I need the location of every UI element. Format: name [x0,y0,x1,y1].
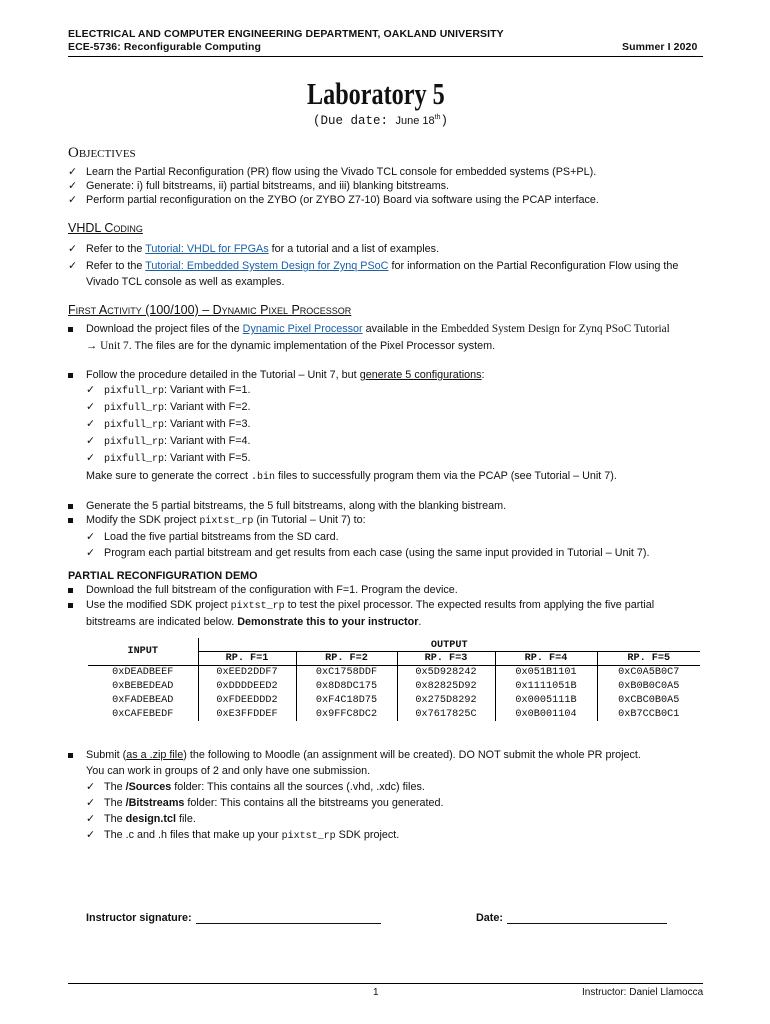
due-close: ) [440,114,449,128]
signature-line [196,913,381,924]
output-cell: 0xC0A5B0C7 [597,665,700,679]
check-icon [86,417,104,431]
vhdl-tutorial-link[interactable]: Tutorial: VHDL for FPGAs [145,243,269,255]
submit-item: ✓The .c and .h files that make up your pixtst_rp SDK project. [68,828,718,844]
vhdl-item-continuation: Vivado TCL console as well as examples. [86,276,285,288]
activity-bullet-4: Modify the SDK project pixtst_rp (in Tutorial – Unit 7) to: ✓Load the five partial bitstreams from the SD card. ✓Program each partial bitstream and get results from each case (using the same input provided in Tutorial – Unit 7). [68,513,728,560]
footer-rule [68,983,703,984]
output-header: OUTPUT [198,638,700,651]
term-header: Summer I 2020 [622,41,698,53]
demo-item: Use the modified SDK project pixtst_rp to test the pixel processor. The expected results from applying the five partial [68,598,708,614]
table-row [88,707,700,721]
variant-item: ✓pixfull_rp: Variant with F=2. [86,400,708,416]
input-cell: 0xCAFEBEDF [112,708,174,720]
output-cell: 0xC1758DDF [296,665,397,679]
demo-item: Download the full bitstream of the configuration with F=1. Program the device. [68,583,708,597]
activity-bullet-3: Generate the 5 partial bitstreams, the 5 full bitstreams, along with the blanking bistream. [68,499,708,513]
output-cell: 0xF4C18D75 [296,693,397,707]
input-cell: 0xFADEBEAD [112,694,174,706]
output-cell: 0x82825D92 [397,679,495,693]
output-cell: 0xFDEEDDD2 [198,693,296,707]
zip-file-note: as a .zip file [126,749,184,761]
demo-list [68,583,708,629]
due-date-value: June 18 [395,115,435,127]
check-icon [86,812,104,826]
due-open: (Due date: [313,114,396,128]
vhdl-item: ✓Refer to the Tutorial: VHDL for FPGAs for a tutorial and a list of examples. [68,242,708,256]
bullet-icon [68,748,86,762]
column-header: RP. F=1 [198,651,296,665]
activity-heading: First Activity (100/100) – Dynamic Pixel Processor [68,303,352,317]
unit-arrow-reference: → Unit 7 [86,340,129,352]
header-rule [68,56,703,57]
date-line [507,913,667,924]
column-header: RP. F=2 [296,651,397,665]
output-cell: 0xCBC0B0A5 [597,693,700,707]
signature-date [476,912,667,924]
activity-bullet-1: Download the project files of the Dynamic Pixel Processor available in the Embedded System Design for Zynq PSoC Tutorial → Unit 7. The files are for the dynamic implementation of the Pixel Processor system. [68,322,708,353]
output-cell: 0x9FFC8DC2 [296,707,397,721]
department-header: ELECTRICAL AND COMPUTER ENGINEERING DEPARTMENT, OAKLAND UNIVERSITY [68,28,504,40]
variant-item: ✓pixfull_rp: Variant with F=1. [86,383,708,399]
check-icon [86,434,104,448]
column-header: RP. F=3 [397,651,495,665]
check-icon [68,242,86,256]
submit-item: ✓The /Sources folder: This contains all the sources (.vhd, .xdc) files. [68,780,718,794]
bullet-icon [68,598,86,612]
output-cell: 0x0005111B [495,693,597,707]
column-header: RP. F=4 [495,651,597,665]
check-icon [86,828,104,842]
instructor-signature [86,912,381,924]
due-date-sup: th [434,113,441,121]
variant-item: ✓pixfull_rp: Variant with F=4. [86,434,708,450]
zynq-tutorial-link[interactable]: Tutorial: Embedded System Design for Zynq PSoC [145,260,389,272]
variant-item: ✓pixfull_rp: Variant with F=3. [86,417,708,433]
input-cell: 0xDEADBEEF [112,666,174,678]
output-cell: 0xE3FFDDEF [198,707,296,721]
table-row [88,679,700,693]
bullet-icon [68,513,86,527]
bullet-icon [68,499,86,513]
check-icon [68,259,86,273]
sdk-sub-item: ✓Program each partial bitstream and get results from each case (using the same input provided in Tutorial – Unit 7). [68,546,728,560]
check-icon [86,546,104,560]
table-row [88,693,700,707]
check-icon [86,530,104,544]
due-date [313,113,448,128]
output-cell: 0x1111051B [495,679,597,693]
footer-instructor: Instructor: Daniel Llamocca [582,987,704,998]
objectives-list [68,165,708,207]
check-icon [68,165,86,179]
objective-item: ✓Perform partial reconfiguration on the ZYBO (or ZYBO Z7-10) Board via software using the PCAP interface. [68,193,708,207]
output-cell: 0x5D928242 [397,665,495,679]
check-icon [86,400,104,414]
tutorial-reference: Embedded System Design for Zynq PSoC Tutorial [440,323,670,335]
table-row [88,665,700,679]
vhdl-item: ✓Refer to the Tutorial: Embedded System Design for Zynq PSoC for information on the Partial Reconfiguration Flow using the [68,259,708,273]
vhdl-list [68,242,708,289]
column-header: RP. F=5 [597,651,700,665]
check-icon [68,179,86,193]
variant-list [68,383,708,467]
bin-note: Make sure to generate the correct .bin files to successfully program them via the PCAP (see Tutorial – Unit 7). [86,470,617,483]
activity-bullet-2: Follow the procedure detailed in the Tutorial – Unit 7, but generate 5 configurations: ✓pixfull_rp: Variant with F=1. ✓pixfull_rp: Variant with F=2. ✓pixfull_rp: Variant with F=3. ✓pixfull_rp: Variant with F=4. ✓pixfull_rp: Variant with F=5. [68,368,708,467]
generate-configurations: generate 5 configurations [359,369,482,381]
date-label: Date: [476,912,503,924]
check-icon [68,193,86,207]
variant-item: ✓pixfull_rp: Variant with F=5. [86,451,708,467]
dynamic-pixel-processor-link[interactable]: Dynamic Pixel Processor [242,323,363,335]
course-header: ECE-5736: Reconfigurable Computing [68,41,262,53]
check-icon [86,383,104,397]
output-cell: 0xB7CCB0C1 [597,707,700,721]
objective-item: ✓Generate: i) full bitstreams, ii) partial bitstreams, and iii) blanking bitstreams. [68,179,708,193]
output-cell: 0x7617825C [397,707,495,721]
submit-item: ✓The /Bitstreams folder: This contains all the bitstreams you generated. [68,796,718,810]
submit-continuation: You can work in groups of 2 and only have one submission. [86,765,371,777]
demo-heading: PARTIAL RECONFIGURATION DEMO [68,570,258,582]
bullet-icon [68,322,86,336]
page-number: 1 [373,987,379,998]
check-icon [86,780,104,794]
input-header: INPUT [88,638,198,665]
vhdl-heading: VHDL Coding [68,221,143,235]
demo-item-continuation: bitstreams are indicated below. Demonstrate this to your instructor. [86,616,422,628]
objectives-heading: Objectives [68,145,136,161]
output-cell: 0x275D8292 [397,693,495,707]
sdk-sub-item: ✓Load the five partial bitstreams from the SD card. [68,530,728,544]
output-cell: 0xDDDDEED2 [198,679,296,693]
output-cell: 0x0B001104 [495,707,597,721]
submit-section: Submit (as a .zip file) the following to Moodle (an assignment will be created). DO NOT submit the whole PR project. You can work in groups of 2 and only have one submission. ✓The /Sources folder: This contains all the sources (.vhd, .xdc) files. ✓The /Bitstreams folder: This contains all the bitstreams you generated. ✓The design.tcl file. ✓The .c and .h files that make up your pixtst_rp SDK project. [68,748,718,844]
page-title: Laboratory 5 [307,76,445,111]
bullet-icon [68,368,86,382]
output-cell: 0xEED2DDF7 [198,665,296,679]
check-icon [86,451,104,465]
output-cell: 0x8D8DC175 [296,679,397,693]
output-cell: 0x051B1101 [495,665,597,679]
objective-item: ✓Learn the Partial Reconfiguration (PR) flow using the Vivado TCL console for embedded systems (PS+PL). [68,165,708,179]
instructor-signature-label: Instructor signature: [86,912,192,924]
input-cell: 0xBEBEDEAD [112,680,174,692]
results-table [88,638,700,721]
submit-item: ✓The design.tcl file. [68,812,718,826]
output-cell: 0xB0B0C0A5 [597,679,700,693]
check-icon [86,796,104,810]
bullet-icon [68,583,86,597]
